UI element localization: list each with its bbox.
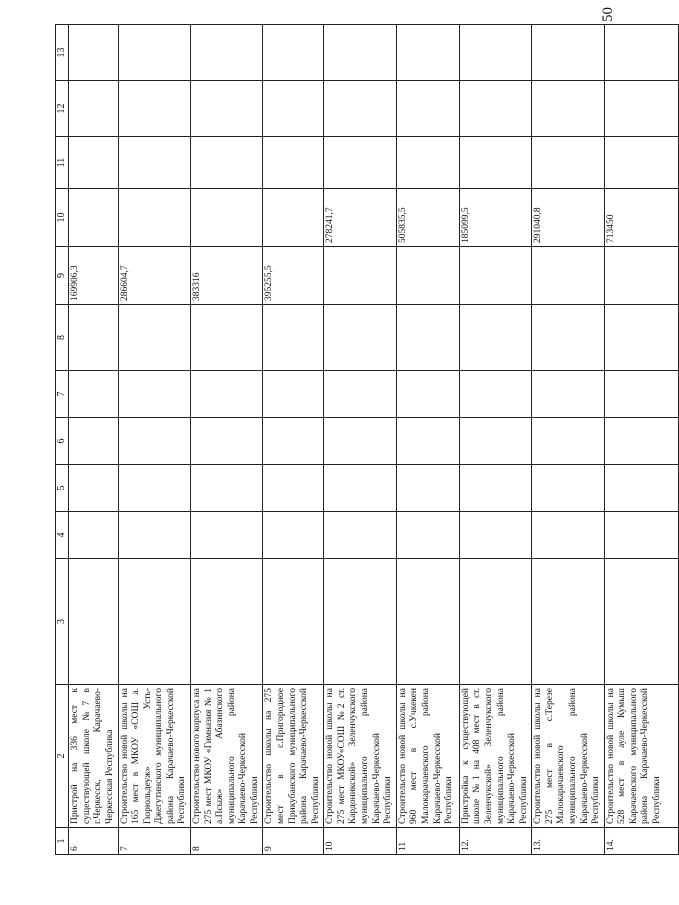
cell-col-12 [396, 81, 459, 137]
cell-col-9-value: 383316 [190, 247, 262, 305]
cell-col-4 [396, 512, 459, 559]
cell-col-9-value [396, 247, 459, 305]
cell-col-7 [324, 371, 396, 418]
cell-col-4 [118, 512, 190, 559]
cell-col-11 [190, 137, 262, 189]
cell-col-3 [604, 559, 678, 685]
table-row [396, 25, 459, 855]
cell-col-6 [118, 418, 190, 465]
column-header: 13 [56, 25, 69, 81]
row-description: Пристройка к существующей школе №1 на 408 мест в ст. Зеленчукской» Зеленчукского муниципального района Карачаево-Черкесской Республики [459, 685, 531, 828]
row-description: Строительство новой школы на 960 мест в с.Учкекен Малокарачаевского района Карачаево-Черкесской Республики [396, 685, 459, 828]
cell-col-8 [190, 305, 262, 371]
row-description: Строительство нового корпуса на 275 мест МКОУ «Гимназия № 1 а.Псыж» Абазинского муниципального района Карачаево-Черкесской Республики [190, 685, 262, 828]
row-number: 12. [459, 828, 531, 855]
cell-col-12 [190, 81, 262, 137]
cell-col-11 [324, 137, 396, 189]
row-description: Строительство новой школы на 528 мест в ауле Кумыш Карачаевского муниципального района Карачаево-Черкесской Республики [604, 685, 678, 828]
cell-col-5 [69, 465, 118, 512]
cell-col-13 [324, 25, 396, 81]
rotated-table-wrapper [55, 25, 663, 855]
cell-col-11 [532, 137, 604, 189]
cell-col-4 [324, 512, 396, 559]
column-header: 5 [56, 465, 69, 512]
table-row [190, 25, 262, 855]
cell-col-3 [396, 559, 459, 685]
budget-table [55, 24, 679, 855]
cell-col-10-value: 278241,7 [324, 189, 396, 247]
row-number: 14. [604, 828, 678, 855]
cell-col-3 [324, 559, 396, 685]
row-number: 10 [324, 828, 396, 855]
cell-col-11 [396, 137, 459, 189]
column-header: 7 [56, 371, 69, 418]
cell-col-4 [459, 512, 531, 559]
cell-col-12 [604, 81, 678, 137]
table-row [324, 25, 396, 855]
row-number: 7 [118, 828, 190, 855]
cell-col-13 [604, 25, 678, 81]
cell-col-9-value: 395255,5 [263, 247, 324, 305]
column-header: 3 [56, 559, 69, 685]
cell-col-12 [118, 81, 190, 137]
header-row [56, 25, 69, 855]
cell-col-8 [324, 305, 396, 371]
cell-col-3 [69, 559, 118, 685]
cell-col-8 [532, 305, 604, 371]
cell-col-3 [263, 559, 324, 685]
cell-col-7 [532, 371, 604, 418]
cell-col-5 [396, 465, 459, 512]
table-row [532, 25, 604, 855]
cell-col-7 [263, 371, 324, 418]
row-number: 8 [190, 828, 262, 855]
cell-col-4 [69, 512, 118, 559]
table-row [69, 25, 118, 855]
row-number: 13. [532, 828, 604, 855]
cell-col-8 [459, 305, 531, 371]
cell-col-9-value [532, 247, 604, 305]
column-header: 8 [56, 305, 69, 371]
cell-col-9-value [324, 247, 396, 305]
cell-col-6 [69, 418, 118, 465]
cell-col-11 [263, 137, 324, 189]
cell-col-12 [69, 81, 118, 137]
column-header: 10 [56, 189, 69, 247]
cell-col-5 [532, 465, 604, 512]
cell-col-12 [459, 81, 531, 137]
cell-col-5 [190, 465, 262, 512]
cell-col-6 [459, 418, 531, 465]
cell-col-4 [532, 512, 604, 559]
cell-col-4 [190, 512, 262, 559]
cell-col-6 [396, 418, 459, 465]
cell-col-3 [190, 559, 262, 685]
cell-col-8 [118, 305, 190, 371]
cell-col-3 [459, 559, 531, 685]
cell-col-13 [69, 25, 118, 81]
cell-col-11 [459, 137, 531, 189]
row-number: 9 [263, 828, 324, 855]
cell-col-6 [263, 418, 324, 465]
cell-col-13 [396, 25, 459, 81]
cell-col-4 [604, 512, 678, 559]
cell-col-10-value: 291040,8 [532, 189, 604, 247]
cell-col-12 [532, 81, 604, 137]
column-header: 9 [56, 247, 69, 305]
table-row [459, 25, 531, 855]
cell-col-12 [324, 81, 396, 137]
cell-col-9-value: 169906,3 [69, 247, 118, 305]
cell-col-5 [118, 465, 190, 512]
cell-col-9-value [604, 247, 678, 305]
cell-col-10-value: 505835,5 [396, 189, 459, 247]
cell-col-10-value: 185099,5 [459, 189, 531, 247]
cell-col-11 [604, 137, 678, 189]
cell-col-7 [190, 371, 262, 418]
page-number: 50 [600, 7, 616, 22]
cell-col-7 [118, 371, 190, 418]
cell-col-10-value [69, 189, 118, 247]
cell-col-10-value: 713450 [604, 189, 678, 247]
cell-col-10-value [118, 189, 190, 247]
row-description: Строительство новой школы на 275 мест МКОУ«СОШ №2 ст. Кардоникской» Зеленчукского муниципального района Карачаево-Черкесской Республики [324, 685, 396, 828]
cell-col-5 [459, 465, 531, 512]
row-description: Строительство школы на 275 мест в с.Пригородное Прикубанского муниципального района Карачаево-Черкесской Республики [263, 685, 324, 828]
column-header: 1 [56, 828, 69, 855]
cell-col-7 [69, 371, 118, 418]
cell-col-7 [604, 371, 678, 418]
cell-col-11 [118, 137, 190, 189]
table-row [604, 25, 678, 855]
row-description: Строительство новой школы на 165 мест в МКОУ «СОШ а. Гюрюльдеуж» Усть-Джегутинского муниципального района Карачаево-Черкесской Республики [118, 685, 190, 828]
cell-col-13 [263, 25, 324, 81]
table-row [263, 25, 324, 855]
cell-col-6 [532, 418, 604, 465]
cell-col-5 [263, 465, 324, 512]
column-header: 4 [56, 512, 69, 559]
column-header: 2 [56, 685, 69, 828]
cell-col-3 [118, 559, 190, 685]
row-number: 6 [69, 828, 118, 855]
cell-col-5 [604, 465, 678, 512]
cell-col-8 [604, 305, 678, 371]
row-description: Строительство новой школы на 275 мест в с.Терезе Малокарачаевского муниципального района Карачаево-Черкесской Республики [532, 685, 604, 828]
cell-col-6 [604, 418, 678, 465]
cell-col-5 [324, 465, 396, 512]
cell-col-13 [459, 25, 531, 81]
cell-col-6 [190, 418, 262, 465]
cell-col-9-value [459, 247, 531, 305]
cell-col-9-value: 286604,7 [118, 247, 190, 305]
column-header: 6 [56, 418, 69, 465]
cell-col-8 [69, 305, 118, 371]
cell-col-10-value [263, 189, 324, 247]
cell-col-3 [532, 559, 604, 685]
column-header: 11 [56, 137, 69, 189]
cell-col-4 [263, 512, 324, 559]
cell-col-13 [118, 25, 190, 81]
row-number: 11 [396, 828, 459, 855]
cell-col-12 [263, 81, 324, 137]
cell-col-7 [396, 371, 459, 418]
row-description: Пристрой на 336 мест к существующей школе №7 в г.Черкесск, Карачаево-Черкесская Республика [69, 685, 118, 828]
cell-col-7 [459, 371, 531, 418]
cell-col-11 [69, 137, 118, 189]
cell-col-13 [532, 25, 604, 81]
cell-col-13 [190, 25, 262, 81]
cell-col-10-value [190, 189, 262, 247]
column-header: 12 [56, 81, 69, 137]
cell-col-8 [396, 305, 459, 371]
cell-col-6 [324, 418, 396, 465]
table-row [118, 25, 190, 855]
cell-col-8 [263, 305, 324, 371]
